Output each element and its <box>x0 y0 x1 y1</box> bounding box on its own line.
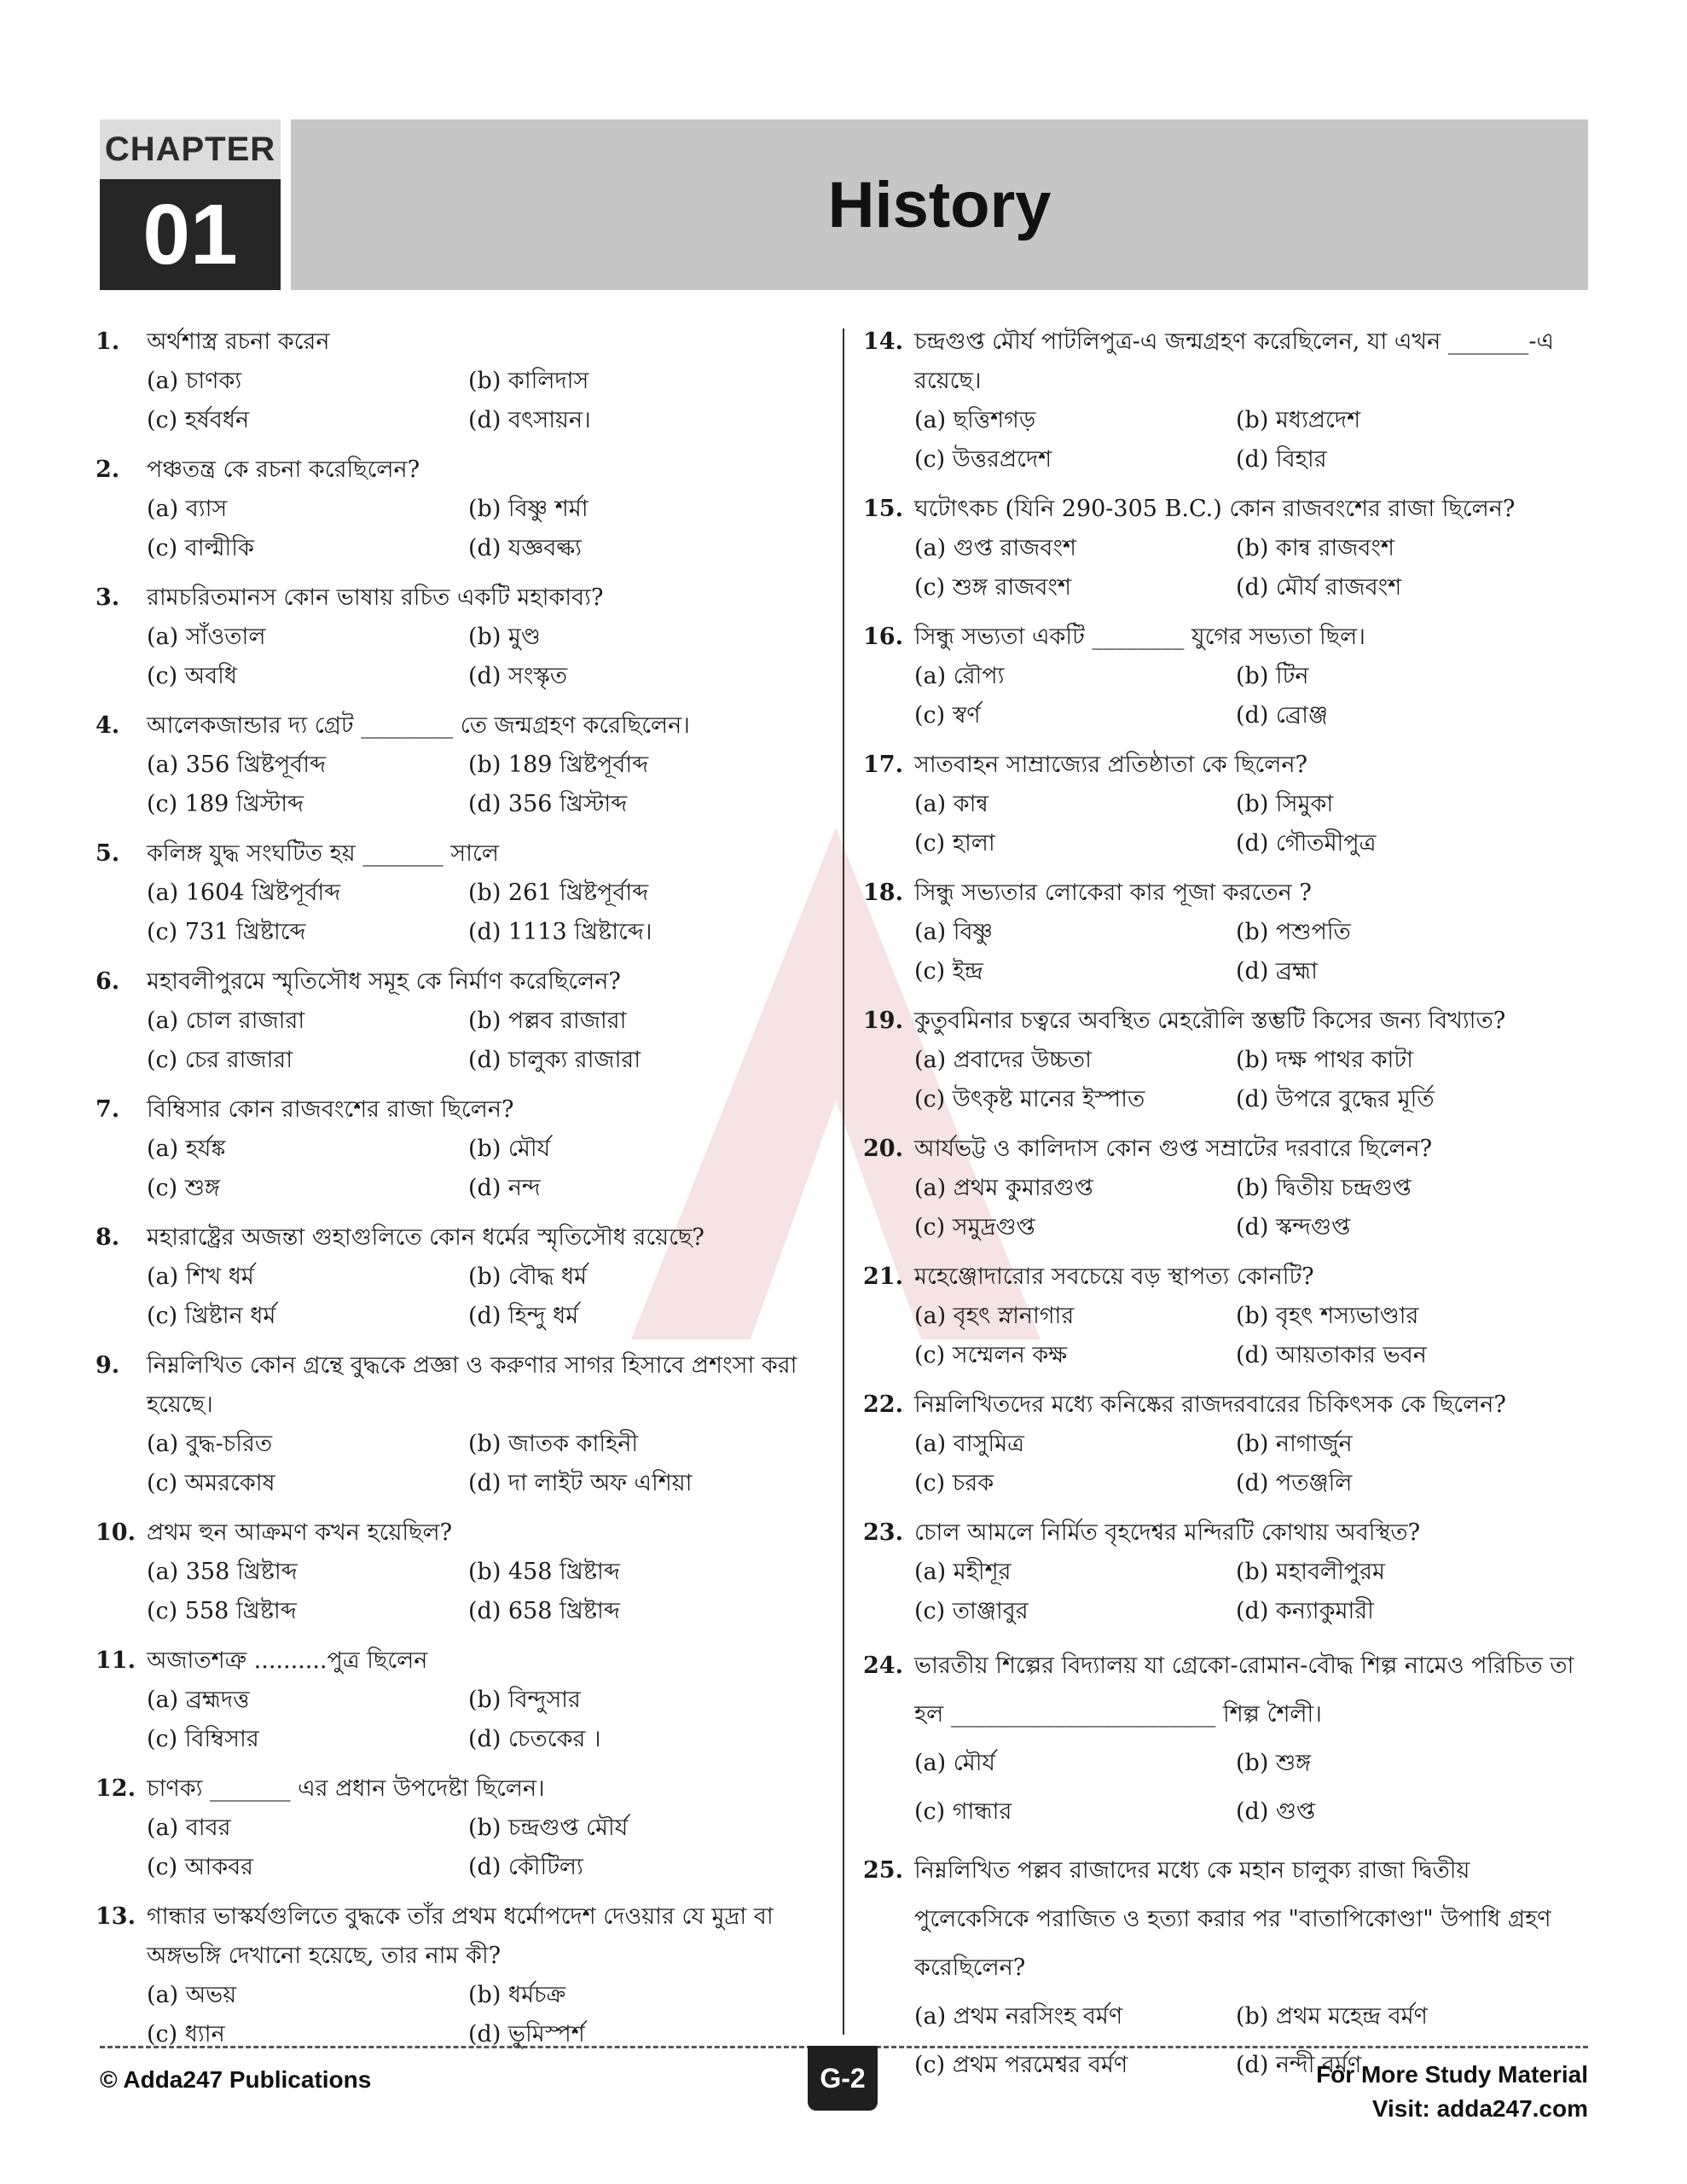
question-23 <box>863 1513 1588 1631</box>
question-text: নিম্নলিখিতদের মধ্যে কনিষ্কের রাজদরবারের চিকিৎসক কে ছিলেন? <box>914 1391 1506 1418</box>
option-c: (c) বাল্মীকি <box>147 535 254 561</box>
question-number: 16. <box>863 624 903 650</box>
question-text: মহাবলীপুরমে স্মৃতিসৌধ সমূহ কে নির্মাণ করেছিলেন? <box>147 968 621 995</box>
question-21 <box>863 1258 1588 1375</box>
question-9 <box>96 1346 829 1503</box>
question-2 <box>96 450 829 568</box>
option-b: (b) মুণ্ড <box>468 624 541 650</box>
option-d: (d) ভুমিস্পর্শ <box>468 2021 585 2048</box>
question-17 <box>863 746 1588 863</box>
question-number: 12. <box>96 1775 136 1802</box>
option-b: (b) বৌদ্ধ ধর্ম <box>468 1263 588 1290</box>
question-number: 6. <box>96 968 120 995</box>
question-6 <box>96 962 829 1080</box>
option-c: (c) প্রথম পরমেশ্বর বর্মণ <box>914 2052 1128 2078</box>
option-a: (a) ব্যাস <box>147 496 228 522</box>
option-a: (a) গুপ্ত রাজবংশ <box>914 535 1076 561</box>
option-b: (b) 189 খ্রিষ্টপূর্বাব্দ <box>468 752 649 778</box>
question-number: 2. <box>96 456 120 483</box>
question-number: 7. <box>96 1096 120 1123</box>
chapter-box <box>100 119 281 290</box>
question-19 <box>863 1002 1588 1119</box>
option-a: (a) 356 খ্রিষ্টপূর্বাব্দ <box>147 752 327 778</box>
question-text: মহারাষ্ট্রের অজন্তা গুহাগুলিতে কোন ধর্মের স্মৃতিসৌধ রয়েছে? <box>147 1224 704 1251</box>
footer-more-material: For More Study Material <box>1316 2061 1588 2088</box>
option-c: (c) শুঙ্গ রাজবংশ <box>914 574 1071 601</box>
question-number: 18. <box>863 880 903 906</box>
option-b: (b) প্রথম মহেন্দ্র বর্মণ <box>1236 2003 1428 2030</box>
question-number: 22. <box>863 1391 903 1418</box>
option-b: (b) দক্ষ পাথর কাটা <box>1236 1047 1413 1073</box>
question-22 <box>863 1385 1588 1503</box>
question-12 <box>96 1769 829 1887</box>
question-number: 13. <box>96 1903 136 1930</box>
option-c: (c) স্বর্ণ <box>914 702 981 729</box>
question-18 <box>863 874 1588 991</box>
option-a: (a) 1604 খ্রিষ্টপূর্বাব্দ <box>147 880 341 906</box>
question-text: সাতবাহন সাম্রাজ্যের প্রতিষ্ঠাতা কে ছিলেন? <box>914 752 1307 778</box>
page-number-badge: G-2 <box>808 2046 878 2111</box>
question-number: 20. <box>863 1136 903 1162</box>
option-d: (d) পতঞ্জলি <box>1236 1470 1353 1496</box>
option-d: (d) গুপ্ত <box>1236 1798 1316 1825</box>
chapter-number: 01 <box>100 179 281 290</box>
option-c: (c) খ্রিষ্টান ধর্ম <box>147 1303 276 1329</box>
option-a: (a) প্রবাদের উচ্চতা <box>914 1047 1093 1073</box>
option-a: (a) ছত্তিশগড় <box>914 407 1036 433</box>
option-c: (c) হর্ষবর্ধন <box>147 407 250 433</box>
option-d: (d) মৌর্য রাজবংশ <box>1236 574 1402 601</box>
page-title: History <box>827 168 1052 241</box>
option-c: (c) 189 খ্রিস্টাব্দ <box>147 791 304 817</box>
question-number: 14. <box>863 328 903 355</box>
question-text: নিম্নলিখিত পল্লব রাজাদের মধ্যে কে মহান চালুক্য রাজা দ্বিতীয় পুলেকেসিকে পরাজিত ও হত্যা করার পর "বাতাপিকোণ্ডা" উপাধি গ্রহণ করেছিলেন? <box>914 1857 1551 1981</box>
question-3 <box>96 578 829 696</box>
option-c: (c) চের রাজারা <box>147 1047 293 1073</box>
question-1 <box>96 322 829 440</box>
question-text: আলেকজান্ডার দ্য গ্রেট ________ তে জন্মগ্রহণ করেছিলেন। <box>147 712 690 739</box>
question-text: আর্যভট্ট ও কালিদাস কোন গুপ্ত সম্রাটের দরবারে ছিলেন? <box>914 1136 1433 1162</box>
question-text: অজাতশত্রু ..........পুত্র ছিলেন <box>147 1647 428 1674</box>
question-15 <box>863 490 1588 607</box>
option-b: (b) কালিদাস <box>468 368 589 394</box>
option-b: (b) দ্বিতীয় চন্দ্রগুপ্ত <box>1236 1175 1412 1201</box>
question-text: ভারতীয় শিল্পের বিদ্যালয় যা গ্রেকো-রোমান-বৌদ্ধ শিল্প নামেও পরিচিত তা হল _______________________ শিল্প শৈলী। <box>914 1653 1574 1728</box>
column-divider <box>843 328 844 2035</box>
option-d: (d) বৎসায়ন। <box>468 407 591 433</box>
option-b: (b) বৃহৎ শস্যভাণ্ডার <box>1236 1303 1419 1329</box>
option-c: (c) অবধি <box>147 663 238 689</box>
option-d: (d) 658 খ্রিষ্টাব্দ <box>468 1598 620 1624</box>
option-b: (b) বিষ্ণু শর্মা <box>468 496 588 522</box>
option-b: (b) শুঙ্গ <box>1236 1750 1312 1776</box>
option-d: (d) নন্দ <box>468 1175 541 1201</box>
option-d: (d) সংস্কৃত <box>468 663 568 689</box>
question-number: 23. <box>863 1519 903 1546</box>
question-number: 5. <box>96 840 120 867</box>
option-a: (a) সাঁওতাল <box>147 624 266 650</box>
question-text: চাণক্য _______ এর প্রধান উপদেষ্টা ছিলেন। <box>147 1775 545 1802</box>
question-number: 24. <box>863 1653 903 1679</box>
option-a: (a) ব্রহ্মদত্ত <box>147 1687 250 1713</box>
option-b: (b) টিন <box>1236 663 1309 689</box>
option-b: (b) কান্ব রাজবংশ <box>1236 535 1395 561</box>
question-text: ঘটোৎকচ (যিনি 290-305 B.C.) কোন রাজবংশের রাজা ছিলেন? <box>914 496 1516 522</box>
option-b: (b) 458 খ্রিষ্টাব্দ <box>468 1559 620 1585</box>
question-20 <box>863 1130 1588 1247</box>
question-number: 4. <box>96 712 120 739</box>
question-7 <box>96 1090 829 1208</box>
question-24 <box>863 1641 1588 1836</box>
option-a: (a) হর্যঙ্ক <box>147 1136 226 1162</box>
question-number: 25. <box>863 1857 903 1884</box>
question-text: সিন্ধু সভ্যতার লোকেরা কার পূজা করতেন ? <box>914 880 1312 906</box>
question-text: অর্থশাস্ত্র রচনা করেন <box>147 328 330 355</box>
option-a: (a) বিষ্ণু <box>914 919 993 945</box>
footer-promo <box>1316 2058 1588 2126</box>
question-number: 15. <box>863 496 903 522</box>
question-16 <box>863 618 1588 735</box>
option-d: (d) গৌতমীপুত্র <box>1236 830 1377 857</box>
option-c: (c) সমুদ্রগুপ্ত <box>914 1214 1035 1240</box>
question-text: নিম্নলিখিত কোন গ্রন্থে বুদ্ধকে প্রজ্ঞা ও করুণার সাগর হিসাবে প্রশংসা করা হয়েছে। <box>147 1352 797 1418</box>
option-c: (c) 731 খ্রিষ্টাব্দে <box>147 919 306 945</box>
question-11 <box>96 1641 829 1759</box>
question-13 <box>96 1897 829 2054</box>
option-b: (b) মহাবলীপুরম <box>1236 1559 1385 1585</box>
question-text: রামচরিতমানস কোন ভাষায় রচিত একটি মহাকাব্য? <box>147 584 604 611</box>
option-a: (a) মহীশূর <box>914 1559 1012 1585</box>
option-b: (b) 261 খ্রিষ্টপূর্বাব্দ <box>468 880 649 906</box>
option-d: (d) চেতকের । <box>468 1726 601 1752</box>
question-text: সিন্ধু সভ্যতা একটি ________ যুগের সভ্যতা ছিল। <box>914 624 1365 650</box>
option-d: (d) বিহার <box>1236 446 1327 473</box>
option-d: (d) উপরে বুদ্ধের মূর্তি <box>1236 1086 1435 1112</box>
option-d: (d) ব্রোঞ্জ <box>1236 702 1328 729</box>
question-text: কলিঙ্গ যুদ্ধ সংঘটিত হয় _______ সালে <box>147 840 499 867</box>
question-10 <box>96 1513 829 1631</box>
question-5 <box>96 834 829 952</box>
footer-visit-link[interactable]: Visit: adda247.com <box>1371 2095 1588 2122</box>
option-c: (c) সম্মেলন কক্ষ <box>914 1342 1068 1368</box>
option-a: (a) মৌর্য <box>914 1750 995 1776</box>
option-a: (a) বাসুমিত্র <box>914 1431 1024 1457</box>
option-b: (b) চন্দ্রগুপ্ত মৌর্য <box>468 1815 629 1841</box>
option-d: (d) স্কন্দগুপ্ত <box>1236 1214 1351 1240</box>
right-column <box>863 322 1588 2100</box>
chapter-label: CHAPTER <box>100 119 281 179</box>
question-number: 17. <box>863 752 903 778</box>
option-b: (b) নাগার্জুন <box>1236 1431 1353 1457</box>
option-d: (d) হিন্দু ধর্ম <box>468 1303 579 1329</box>
option-d: (d) কৌটিল্য <box>468 1854 583 1880</box>
option-c: (c) ধ্যান <box>147 2021 225 2048</box>
question-4 <box>96 706 829 824</box>
option-c: (c) গান্ধার <box>914 1798 1012 1825</box>
option-c: (c) শুঙ্গ <box>147 1175 220 1201</box>
option-b: (b) বিন্দুসার <box>468 1687 581 1713</box>
option-d: (d) কন্যাকুমারী <box>1236 1598 1374 1624</box>
option-d: (d) দা লাইট অফ এশিয়া <box>468 1470 693 1496</box>
option-a: (a) 358 খ্রিষ্টাব্দ <box>147 1559 298 1585</box>
question-number: 10. <box>96 1519 136 1546</box>
option-c: (c) হালা <box>914 830 995 857</box>
option-a: (a) কান্ব <box>914 791 988 817</box>
title-band <box>291 119 1588 290</box>
option-b: (b) পল্লব রাজারা <box>468 1008 627 1034</box>
question-text: প্রথম হুন আক্রমণ কখন হয়েছিল? <box>147 1519 453 1546</box>
option-d: (d) 1113 খ্রিষ্টাব্দে। <box>468 919 652 945</box>
option-a: (a) বুদ্ধ-চরিত <box>147 1431 273 1457</box>
option-c: (c) বিম্বিসার <box>147 1726 259 1752</box>
option-a: (a) প্রথম কুমারগুপ্ত <box>914 1175 1093 1201</box>
option-d: (d) আয়তাকার ভবন <box>1236 1342 1427 1368</box>
option-a: (a) অভয় <box>147 1982 237 2008</box>
option-d: (d) নন্দী বর্মণ <box>1236 2052 1362 2078</box>
option-d: (d) যজ্ঞবল্ক্য <box>468 535 582 561</box>
option-a: (a) বৃহৎ স্নানাগার <box>914 1303 1075 1329</box>
question-text: বিম্বিসার কোন রাজবংশের রাজা ছিলেন? <box>147 1096 514 1123</box>
option-c: (c) তাঞ্জাবুর <box>914 1598 1029 1624</box>
option-c: (c) উত্তরপ্রদেশ <box>914 446 1052 473</box>
option-c: (c) উৎকৃষ্ট মানের ইস্পাত <box>914 1086 1145 1112</box>
footer-copyright: © Adda247 Publications <box>100 2066 372 2093</box>
option-b: (b) সিমুকা <box>1236 791 1334 817</box>
question-number: 19. <box>863 1008 903 1034</box>
option-d: (d) 356 খ্রিস্টাব্দ <box>468 791 628 817</box>
question-number: 1. <box>96 328 120 355</box>
question-14 <box>863 322 1588 479</box>
left-column <box>96 322 829 2065</box>
option-b: (b) পশুপতি <box>1236 919 1351 945</box>
question-25 <box>863 1846 1588 2089</box>
option-a: (a) চোল রাজারা <box>147 1008 305 1034</box>
option-c: (c) চরক <box>914 1470 994 1496</box>
question-number: 11. <box>96 1647 136 1674</box>
option-c: (c) অমরকোষ <box>147 1470 275 1496</box>
question-number: 21. <box>863 1263 903 1290</box>
question-text: কুতুবমিনার চত্বরে অবস্থিত মেহরৌলি স্তম্ভটি কিসের জন্য বিখ্যাত? <box>914 1008 1506 1034</box>
option-b: (b) ধর্মচক্র <box>468 1982 566 2008</box>
question-text: চোল আমলে নির্মিত বৃহদেশ্বর মন্দিরটি কোথায় অবস্থিত? <box>914 1519 1421 1546</box>
question-number: 3. <box>96 584 120 611</box>
option-b: (b) জাতক কাহিনী <box>468 1431 639 1457</box>
option-d: (d) চালুক্য রাজারা <box>468 1047 641 1073</box>
option-b: (b) মৌর্য <box>468 1136 551 1162</box>
option-a: (a) শিখ ধর্ম <box>147 1263 254 1290</box>
question-number: 9. <box>96 1352 120 1379</box>
question-number: 8. <box>96 1224 120 1251</box>
question-text: পঞ্চতন্ত্র কে রচনা করেছিলেন? <box>147 456 420 483</box>
question-text: গান্ধার ভাস্কর্যগুলিতে বুদ্ধকে তাঁর প্রথম ধর্মোপদেশ দেওয়ার যে মুদ্রা বা অঙ্গভঙ্গি দেখানো হয়েছে, তার নাম কী? <box>147 1903 774 1969</box>
option-a: (a) প্রথম নরসিংহ বর্মণ <box>914 2003 1123 2030</box>
question-text: চন্দ্রগুপ্ত মৌর্য পাটলিপুত্র-এ জন্মগ্রহণ করেছিলেন, যা এখন _______-এ রয়েছে। <box>914 328 1554 394</box>
option-a: (a) বাবর <box>147 1815 231 1841</box>
question-8 <box>96 1218 829 1336</box>
option-c: (c) 558 খ্রিষ্টাব্দ <box>147 1598 297 1624</box>
question-text: মহেঞ্জোদারোর সবচেয়ে বড় স্থাপত্য কোনটি? <box>914 1263 1314 1290</box>
option-a: (a) চাণক্য <box>147 368 242 394</box>
option-d: (d) ব্রহ্মা <box>1236 958 1318 985</box>
option-c: (c) ইন্দ্র <box>914 958 983 985</box>
option-c: (c) আকবর <box>147 1854 254 1880</box>
option-a: (a) রৌপ্য <box>914 663 1005 689</box>
option-b: (b) মধ্যপ্রদেশ <box>1236 407 1361 433</box>
